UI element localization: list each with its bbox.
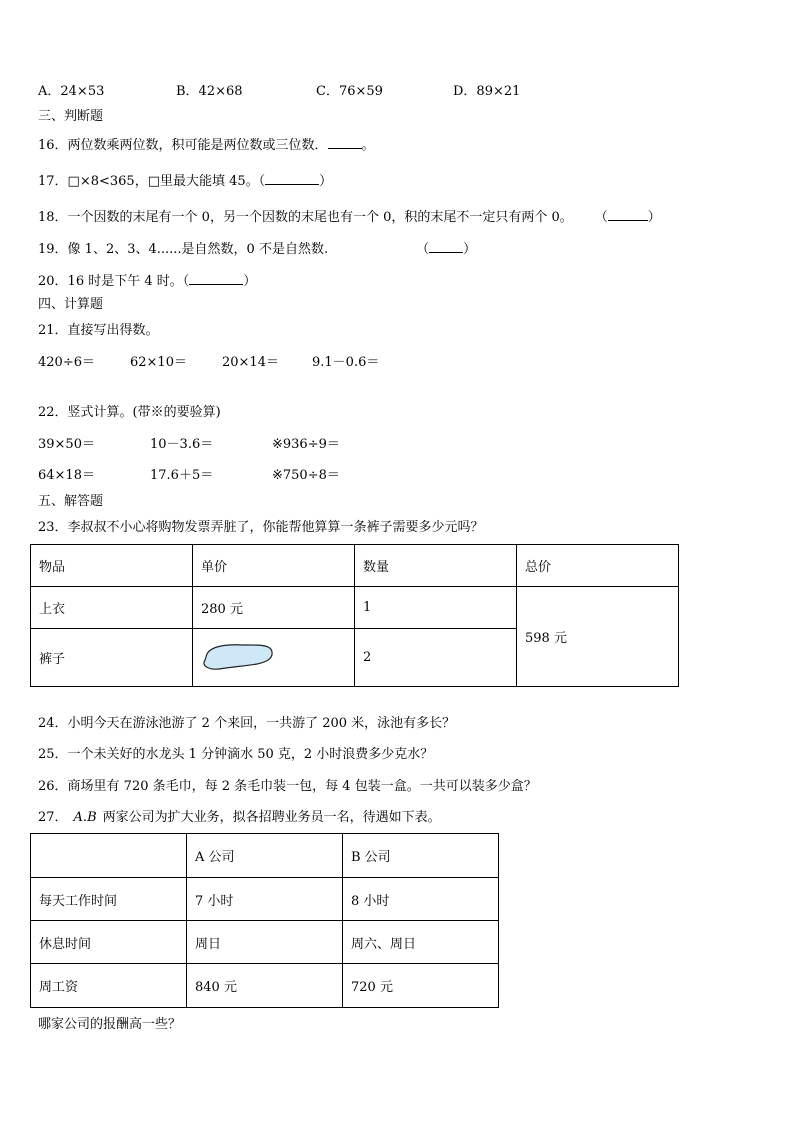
question-18-text: 18．一个因数的末尾有一个 0，另一个因数的末尾也有一个 0，积的末尾不一定只有两个 0。 <box>38 210 573 225</box>
question-24: 24．小明今天在游泳池游了 2 个来回，一共游了 200 米，泳池有多长？ <box>38 716 456 731</box>
section-solve-heading: 五、解答题 <box>38 494 104 509</box>
invoice-qty-pants: 2 <box>355 629 517 687</box>
q22-item-6: ※750÷8＝ <box>272 468 340 483</box>
invoice-header-qty: 数量 <box>355 545 517 587</box>
company-header-a: A 公司 <box>187 834 343 878</box>
q21-item-1: 420÷6＝ <box>38 355 95 370</box>
invoice-header-item: 物品 <box>31 545 193 587</box>
section-judge-heading: 三、判断题 <box>38 109 104 124</box>
option-d: D．89×21 <box>453 84 521 99</box>
question-27-question: 哪家公司的报酬高一些？ <box>38 1017 182 1032</box>
question-20-end: ） <box>243 274 257 289</box>
answer-blank-20[interactable] <box>189 272 243 285</box>
invoice-qty-shirt: 1 <box>355 587 517 629</box>
option-b: B．42×68 <box>176 84 243 99</box>
invoice-item-pants: 裤子 <box>31 629 193 687</box>
company-a-value: 840 元 <box>187 964 343 1008</box>
question-20-text: 20．16 时是下午 4 时。（ <box>38 274 190 289</box>
company-table <box>30 833 499 1008</box>
section-calc-heading: 四、计算题 <box>38 297 104 312</box>
invoice-item-shirt: 上衣 <box>31 587 193 629</box>
invoice-header-row <box>31 545 679 587</box>
question-27-text: 两家公司为扩大业务，拟各招聘业务员一名，待遇如下表。 <box>102 810 441 825</box>
company-row-label: 每天工作时间 <box>31 878 187 921</box>
answer-blank-17[interactable] <box>265 172 319 185</box>
question-16-text: 16．两位数乘两位数，积可能是两位数或三位数． <box>38 138 328 153</box>
question-19-open: （ <box>416 242 430 257</box>
q21-item-4: 9.1－0.6＝ <box>312 355 380 370</box>
company-row-work-hours <box>31 878 499 921</box>
answer-blank-18[interactable] <box>608 208 648 221</box>
answer-blank-16[interactable] <box>328 136 362 149</box>
company-row-salary <box>31 964 499 1008</box>
company-b-value: 8 小时 <box>343 878 499 921</box>
company-row-label: 休息时间 <box>31 921 187 964</box>
question-25: 25．一个未关好的水龙头 1 分钟滴水 50 克，2 小时浪费多少克水？ <box>38 747 434 762</box>
company-a-value: 周日 <box>187 921 343 964</box>
stain-blob-icon <box>201 642 275 672</box>
company-row-label: 周工资 <box>31 964 187 1008</box>
q22-item-1: 39×50＝ <box>38 437 95 452</box>
q21-item-3: 20×14＝ <box>222 355 279 370</box>
question-16 <box>38 136 375 154</box>
q21-item-2: 62×10＝ <box>130 355 187 370</box>
question-27-companies: A.B <box>73 810 97 825</box>
question-21-title: 21．直接写出得数。 <box>38 323 159 338</box>
q22-item-2: 10－3.6＝ <box>150 437 214 452</box>
question-19 <box>38 240 476 258</box>
question-26: 26．商场里有 720 条毛巾，每 2 条毛巾装一包，每 4 包装一盒。一共可以装多少盒？ <box>38 779 537 794</box>
question-17 <box>38 172 332 190</box>
question-18-close: ） <box>647 210 661 225</box>
question-22-title: 22．竖式计算。(带※的要验算) <box>38 405 221 420</box>
company-header-row <box>31 834 499 878</box>
invoice-header-price: 单价 <box>193 545 355 587</box>
q22-item-5: 17.6＋5＝ <box>150 468 214 483</box>
invoice-table <box>30 544 679 687</box>
question-16-end: 。 <box>361 138 375 153</box>
option-a: A．24×53 <box>38 84 105 99</box>
question-27-num: 27． <box>38 810 68 825</box>
question-23-title: 23．李叔叔不小心将购物发票弄脏了，你能帮他算算一条裤子需要多少元吗？ <box>38 520 484 535</box>
question-18-open: （ <box>594 210 608 225</box>
question-27-title <box>38 810 441 826</box>
company-b-value: 周六、周日 <box>343 921 499 964</box>
invoice-header-total: 总价 <box>517 545 679 587</box>
company-row-rest <box>31 921 499 964</box>
q22-item-4: 64×18＝ <box>38 468 95 483</box>
question-18 <box>38 208 661 226</box>
company-header-empty <box>31 834 187 878</box>
question-19-text: 19．像 1、2、3、4......是自然数，0 不是自然数. <box>38 242 329 257</box>
question-17-text: 17．□×8<365，□里最大能填 45。（ <box>38 174 266 189</box>
answer-blank-19[interactable] <box>429 240 463 253</box>
company-header-b: B 公司 <box>343 834 499 878</box>
question-19-close: ） <box>463 242 477 257</box>
company-b-value: 720 元 <box>343 964 499 1008</box>
invoice-price-shirt: 280 元 <box>193 587 355 629</box>
option-c: C．76×59 <box>316 84 383 99</box>
question-17-end: ） <box>319 174 333 189</box>
invoice-total: 598 元 <box>517 587 679 687</box>
company-a-value: 7 小时 <box>187 878 343 921</box>
invoice-row-shirt <box>31 587 679 629</box>
q22-item-3: ※936÷9＝ <box>272 437 340 452</box>
question-20 <box>38 272 256 290</box>
